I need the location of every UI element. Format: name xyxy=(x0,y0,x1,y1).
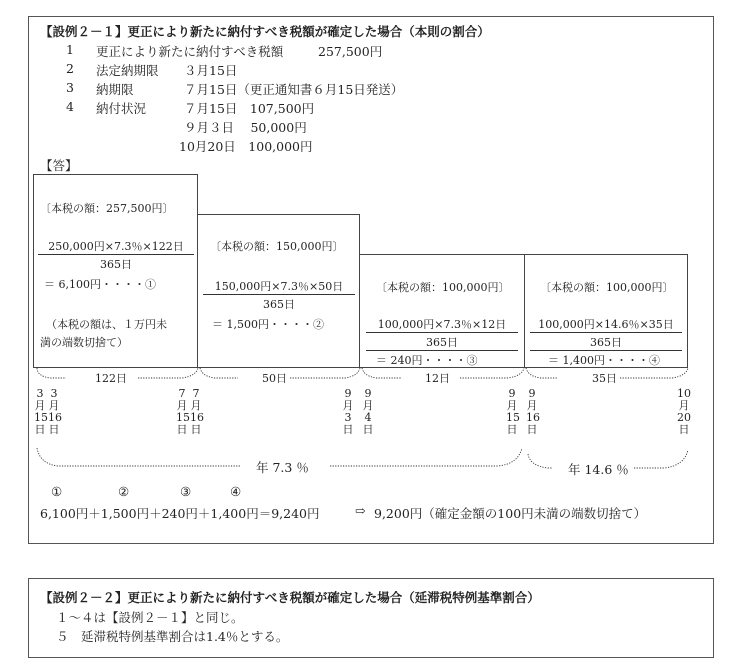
box-4-fraction-line xyxy=(530,332,682,333)
box-1-note-2: 満の端数切捨て） xyxy=(40,336,128,349)
box-3-result-line xyxy=(366,350,518,351)
example-2-1-title: 【設例２－１】更正により新たに納付すべき税額が確定した場合（本則の割合） xyxy=(40,24,490,39)
box-2-denominator: 365日 xyxy=(263,298,295,311)
condition-2-value: ３月15日 xyxy=(184,63,238,78)
condition-3-label: 納期限 xyxy=(96,82,134,97)
box-4-result: ＝ 1,400円・・・・④ xyxy=(548,354,660,367)
condition-4-label: 納付状況 xyxy=(96,101,147,116)
box-4-numerator: 100,000円×14.6％×35日 xyxy=(538,318,674,331)
condition-1-label: 更正により新たに納付すべき税額 xyxy=(96,44,284,59)
date-oct-20: 10 月 20 日 xyxy=(677,387,691,436)
box-3-result: ＝ 240円・・・・③ xyxy=(376,354,478,367)
box-4-denominator: 365日 xyxy=(590,336,622,349)
condition-2-label: 法定納期限 xyxy=(96,63,159,78)
condition-2-num: 2 xyxy=(66,61,74,76)
box-3-header: 〔本税の額：100,000円〕 xyxy=(376,281,510,294)
period-4: 35日 xyxy=(592,372,617,385)
date-jul-16: 7 月 16 日 xyxy=(190,387,204,436)
marker-1: ① xyxy=(51,484,63,499)
date-mar-15: 3 月 15 日 xyxy=(34,387,48,436)
example-2-2-line-2: ５ 延滞税特例基準割合は1.4％とする。 xyxy=(56,629,289,644)
payment-oct-20: 10月20日 100,000円 xyxy=(179,139,313,154)
condition-4-value: ７月15日 107,500円 xyxy=(184,101,315,116)
marker-3: ③ xyxy=(180,484,192,499)
date-sep-4: 9 月 4 日 xyxy=(362,387,374,436)
rate-low: 年 7.3 ％ xyxy=(256,460,309,475)
answer-label: 【答】 xyxy=(40,158,78,173)
box-1-fraction-line xyxy=(38,254,194,255)
box-3-fraction-line xyxy=(366,332,518,333)
date-jul-15: 7 月 15 日 xyxy=(176,387,190,436)
box-1-note-1: （本税の額は、１万円未 xyxy=(46,318,167,331)
condition-1-num: 1 xyxy=(66,42,74,57)
box-3-numerator: 100,000円×7.3％×12日 xyxy=(377,318,507,331)
date-sep-16: 9 月 16 日 xyxy=(526,387,540,436)
period-1: 122日 xyxy=(95,372,127,385)
marker-2: ② xyxy=(118,484,130,499)
condition-4-num: 4 xyxy=(66,99,74,114)
box-2-numerator: 150,000円×7.3％×50日 xyxy=(214,280,344,293)
payment-sep-3: ９月３日 50,000円 xyxy=(184,120,307,135)
box-4-header: 〔本税の額：100,000円〕 xyxy=(540,281,674,294)
box-2-header: 〔本税の額：150,000円〕 xyxy=(210,240,344,253)
rate-high: 年 14.6 ％ xyxy=(568,462,629,477)
condition-3-num: 3 xyxy=(66,80,74,95)
box-4-result-line xyxy=(530,350,682,351)
box-2-result: ＝ 1,500円・・・・② xyxy=(212,318,324,331)
marker-4: ④ xyxy=(230,484,242,499)
condition-1-value: 257,500円 xyxy=(318,44,383,59)
date-mar-16: 3 月 16 日 xyxy=(48,387,62,436)
box-3-denominator: 365日 xyxy=(426,336,458,349)
total-formula: 6,100円＋1,500円＋240円＋1,400円＝9,240円 xyxy=(40,506,320,521)
total-result: 9,200円（確定金額の100円未満の端数切捨て） xyxy=(374,506,647,521)
box-1-result: ＝ 6,100円・・・・① xyxy=(44,278,156,291)
total-arrow: ⇨ xyxy=(355,503,366,518)
date-sep-15: 9 月 15 日 xyxy=(506,387,520,436)
period-2: 50日 xyxy=(262,372,287,385)
date-sep-3: 9 月 3 日 xyxy=(342,387,354,436)
box-1-numerator: 250,000円×7.3％×122日 xyxy=(48,240,184,253)
period-3: 12日 xyxy=(425,372,450,385)
example-2-2-line-1: １～４は【設例２－１】と同じ。 xyxy=(56,610,244,625)
box-1-header: 〔本税の額：257,500円〕 xyxy=(40,202,174,215)
box-1-denominator: 365日 xyxy=(100,258,132,271)
example-2-2-title: 【設例２－２】更正により新たに納付すべき税額が確定した場合（延滞税特例基準割合） xyxy=(40,590,540,605)
condition-3-value: ７月15日（更正通知書６月15日発送） xyxy=(184,82,404,97)
box-2-fraction-line xyxy=(203,294,355,295)
